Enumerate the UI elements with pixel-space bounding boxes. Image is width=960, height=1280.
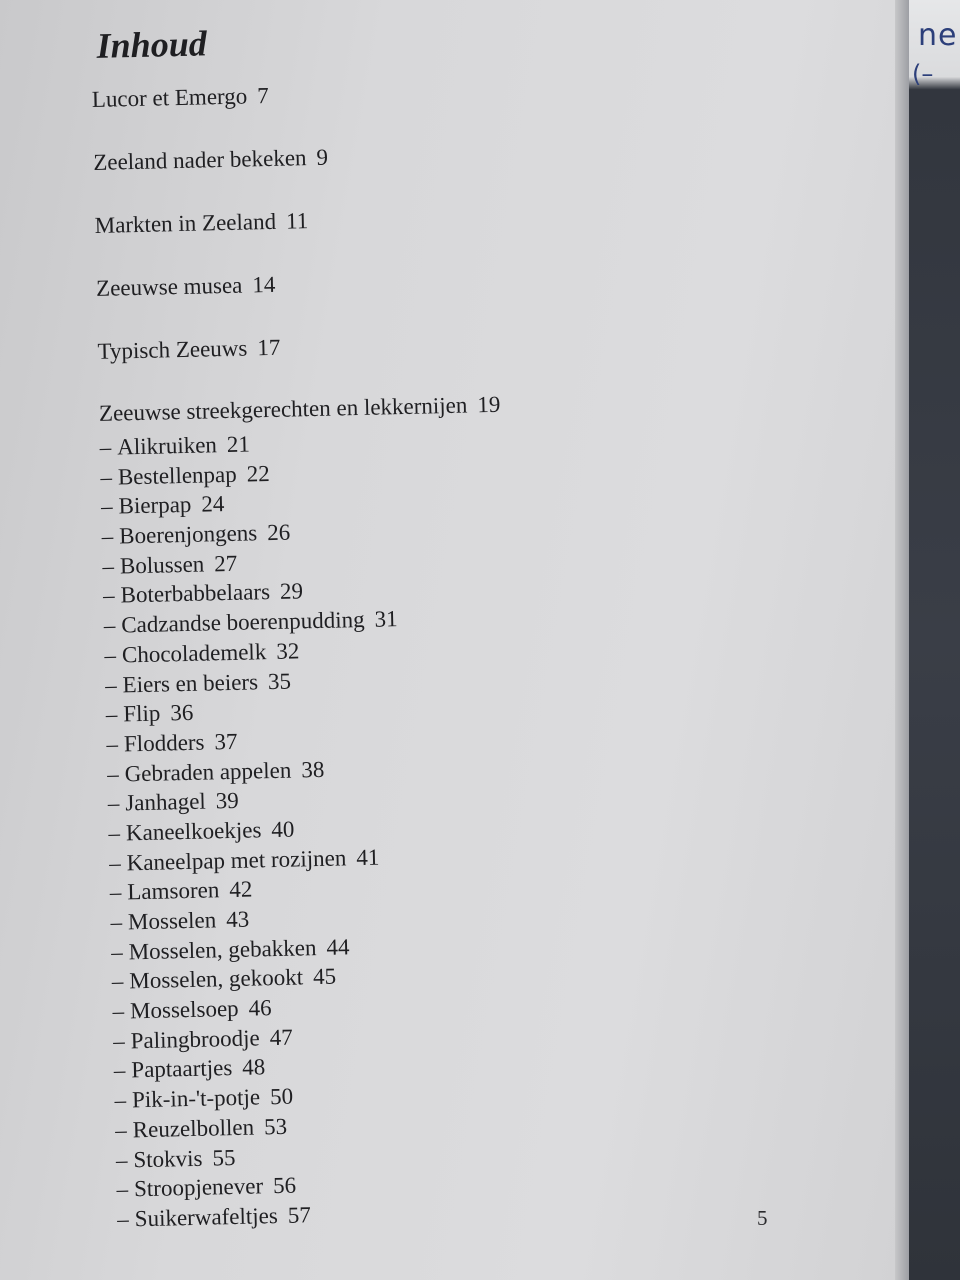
recipe-entry-label: Janhagel: [125, 788, 207, 816]
recipe-entry-page: 24: [201, 491, 225, 517]
recipe-entry-label: Paptaartjes: [131, 1055, 233, 1083]
recipe-entry-label: Lamsoren: [127, 877, 220, 905]
dash-marker: –: [112, 998, 125, 1024]
recipe-entry-page: 55: [212, 1144, 236, 1171]
recipe-entry-page: 39: [215, 788, 240, 814]
dash-marker: –: [100, 493, 113, 520]
recipe-entry-label: Stokvis: [133, 1145, 203, 1172]
dash-marker: –: [105, 701, 118, 728]
recipe-entry-page: 37: [214, 728, 238, 755]
dash-marker: –: [107, 790, 120, 817]
recipe-entry-page: 56: [272, 1172, 297, 1199]
recipe-entry-label: Boerenjongens: [118, 520, 258, 549]
recipe-entry-label: Gebraden appelen: [124, 757, 292, 786]
handwriting-mark: (–: [912, 60, 934, 88]
recipe-entry-page: 53: [263, 1113, 288, 1140]
dash-marker: –: [102, 583, 115, 609]
dash-marker: –: [104, 642, 117, 668]
recipe-entry-label: Mosselen: [127, 907, 217, 935]
recipe-entry-label: Bestellenpap: [117, 461, 237, 490]
toc-entry-page: 17: [257, 334, 281, 361]
recipe-entry-label: Eiers en beiers: [122, 668, 259, 697]
recipe-entry-label: Bierpap: [118, 492, 192, 519]
dash-marker: –: [110, 909, 123, 935]
toc-entry-label: Zeeuwse musea: [95, 272, 243, 301]
dash-marker: –: [115, 1146, 128, 1173]
recipe-entry-page: 22: [246, 460, 270, 487]
recipe-entry-page: 48: [241, 1054, 266, 1081]
recipe-entry-page: 41: [356, 844, 380, 870]
recipe-entry-page: 26: [266, 519, 291, 546]
recipe-entry-label: Boterbabbelaars: [120, 579, 271, 608]
dash-marker: –: [114, 1117, 128, 1143]
toc-entry-page: 14: [252, 271, 276, 298]
recipe-entry-label: Bolussen: [119, 551, 205, 579]
recipe-entry-label: Cadzandse boerenpudding: [120, 607, 365, 638]
toc-entry-label: Zeeland nader bekeken: [92, 145, 307, 175]
recipe-entry-label: Palingbroodje: [130, 1025, 261, 1054]
recipe-entry-label: Suikerwafeltjes: [134, 1202, 279, 1232]
toc-entry-label: Markten in Zeeland: [94, 208, 277, 238]
recipe-entry-label: Pik-in-'t-potje: [131, 1084, 261, 1113]
toc-entry-page: 11: [285, 208, 309, 234]
dash-marker: –: [106, 761, 119, 787]
toc-entry-label: Typisch Zeeuws: [97, 335, 248, 364]
dash-marker: –: [104, 672, 117, 698]
recipe-entry-page: 45: [312, 964, 337, 990]
recipe-entry-page: 31: [374, 606, 398, 632]
recipe-entry-label: Flip: [123, 700, 161, 727]
recipe-entry-page: 36: [170, 700, 194, 726]
handwriting-mark: ne: [918, 18, 958, 53]
dash-marker: –: [99, 434, 112, 460]
recipe-entry-label: Kaneelpap met rozijnen: [126, 845, 347, 876]
recipe-entry-label: Mosselen, gebakken: [128, 934, 317, 965]
table-of-contents: [90, 2, 837, 1235]
dash-marker: –: [106, 731, 119, 757]
background-sheet: [909, 0, 960, 1280]
recipe-entry-page: 38: [300, 756, 325, 782]
recipe-entry-page: 46: [248, 995, 272, 1021]
dash-marker: –: [108, 850, 121, 876]
recipe-entry-page: 47: [269, 1024, 293, 1050]
recipe-entry-page: 27: [213, 550, 238, 577]
recipe-entry-page: 29: [279, 578, 304, 605]
recipe-entry-label: Reuzelbollen: [132, 1114, 255, 1143]
recipe-entry-page: 21: [226, 431, 251, 458]
recipe-entry-label: Stroopjenever: [133, 1173, 264, 1202]
dash-marker: –: [113, 1057, 126, 1084]
dash-marker: –: [109, 879, 122, 906]
recipe-entry-page: 50: [269, 1083, 294, 1110]
dash-marker: –: [102, 553, 115, 579]
page-title: Inhoud: [96, 23, 208, 66]
page-number: 5: [757, 1206, 768, 1230]
dash-marker: –: [112, 1028, 125, 1054]
recipe-list: [99, 417, 837, 1235]
dash-marker: –: [114, 1087, 127, 1113]
recipe-entry-label: Mosselen, gekookt: [129, 964, 304, 994]
toc-entry-page: 7: [256, 82, 270, 109]
dash-marker: –: [110, 939, 123, 965]
recipe-entry-label: Kaneelkoekjes: [125, 817, 262, 846]
dash-marker: –: [100, 464, 113, 490]
recipe-entry-page: 43: [225, 906, 250, 933]
recipe-entry-page: 32: [275, 638, 300, 664]
recipe-entry-page: 44: [326, 934, 350, 960]
page-edge: [895, 0, 909, 1280]
dash-marker: –: [108, 820, 121, 846]
recipe-entry-label: Mosselsoep: [129, 995, 239, 1024]
recipe-entry-page: 35: [267, 668, 292, 694]
dash-marker: –: [116, 1176, 129, 1202]
dash-marker: –: [116, 1206, 130, 1232]
recipe-entry-label: Chocolademelk: [121, 638, 267, 668]
dash-marker: –: [103, 612, 116, 638]
dash-marker: –: [111, 968, 124, 995]
dash-marker: –: [101, 523, 114, 549]
toc-entry-label: Lucor et Emergo: [91, 83, 248, 112]
toc-entry-label: Zeeuwse streekgerechten en lekkernijen: [98, 392, 468, 426]
recipe-entry-page: 40: [271, 816, 295, 843]
recipe-entry-page: 57: [287, 1202, 312, 1228]
recipe-entry-label: Alikruiken: [116, 432, 218, 460]
recipe-entry-page: 42: [229, 876, 253, 903]
toc-entry-page: 9: [316, 144, 329, 170]
toc-entry-page: 19: [477, 391, 501, 418]
recipe-entry-label: Flodders: [123, 729, 205, 757]
